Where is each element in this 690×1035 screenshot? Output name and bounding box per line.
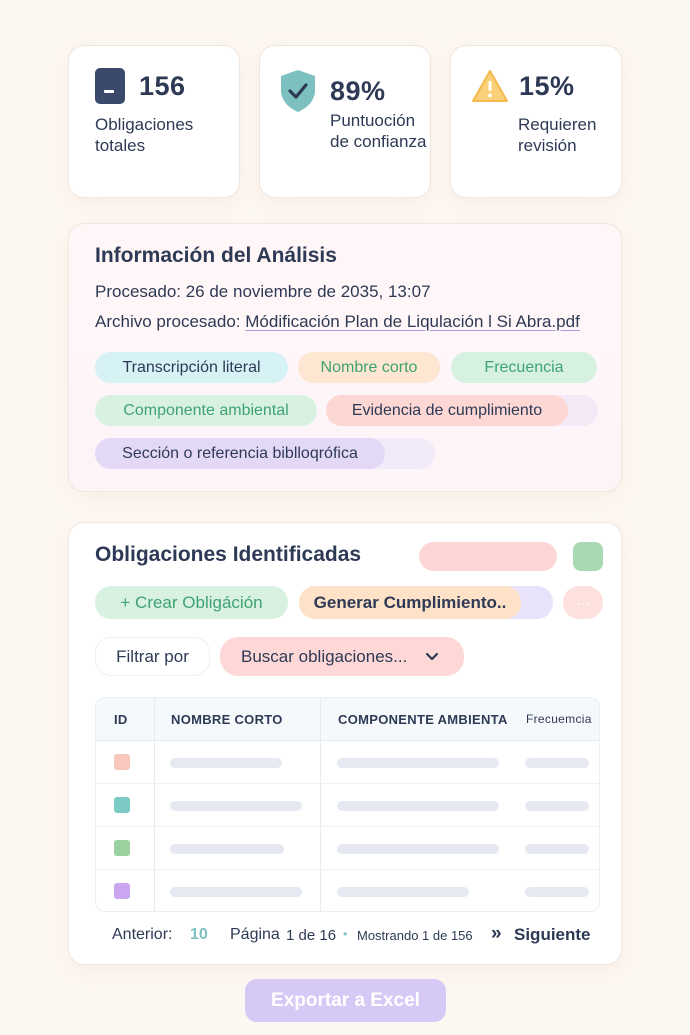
placeholder-bar — [337, 887, 469, 897]
chip-transcripcion-literal[interactable]: Transcripción literal — [95, 352, 288, 383]
col-frecuencia[interactable]: Frecuemcia — [526, 712, 592, 726]
stat-label: Obligaciones totales — [95, 115, 194, 155]
header-pill-placeholder[interactable] — [419, 542, 557, 571]
stat-label: Requieren revisión — [518, 115, 597, 155]
placeholder-bar — [170, 844, 284, 854]
prev-button[interactable]: Anterior: — [112, 926, 173, 943]
stat-card-confidence — [259, 45, 431, 198]
export-excel-button[interactable]: Exportar a Excel — [245, 979, 446, 1022]
per-page-value[interactable]: 10 — [190, 926, 208, 943]
placeholder-bar — [170, 801, 302, 811]
analysis-info-title: Información del Análisis — [95, 244, 337, 267]
pagination-dot: • — [343, 927, 348, 941]
stat-value: 15% — [519, 70, 575, 101]
pagination — [69, 921, 623, 951]
chip-componente-ambiental[interactable]: Componente ambiental — [95, 395, 317, 426]
obligations-title: Obligaciones Identificadas — [95, 543, 362, 566]
table-row[interactable] — [96, 827, 599, 870]
chevron-down-icon — [425, 652, 439, 662]
stat-value: 89% — [330, 75, 386, 106]
more-options-button[interactable]: ··· — [563, 586, 603, 619]
create-obligation-button[interactable]: + Crear Obligáción — [95, 586, 288, 619]
processed-file — [95, 312, 595, 332]
generate-compliance-button[interactable]: Generar Cumplimiento.. — [299, 586, 521, 619]
placeholder-bar — [170, 758, 282, 768]
processed-file-label: Archivo procesado: — [95, 312, 246, 331]
page-label: Página — [230, 926, 280, 943]
search-dropdown-label: Buscar obligaciones... — [241, 646, 408, 666]
col-componente[interactable]: COMPONENTE AMBIENTA — [338, 712, 508, 727]
chip-nombre-corto[interactable]: Nombre corto — [298, 352, 440, 383]
placeholder-bar — [525, 844, 589, 854]
next-arrow-icon[interactable]: » — [491, 923, 502, 944]
placeholder-bar — [525, 801, 589, 811]
row-color-swatch — [114, 840, 130, 856]
obligations-table — [95, 697, 600, 912]
placeholder-bar — [337, 758, 499, 768]
filter-by-button[interactable]: Filtrar por — [95, 637, 210, 676]
search-dropdown[interactable] — [220, 637, 464, 676]
stat-value: 156 — [139, 70, 186, 101]
document-icon — [95, 68, 125, 104]
table-header — [96, 698, 599, 741]
placeholder-bar — [337, 844, 499, 854]
analysis-info-card — [68, 223, 622, 492]
placeholder-bar — [525, 758, 589, 768]
table-row[interactable] — [96, 741, 599, 784]
placeholder-bar — [337, 801, 499, 811]
table-row[interactable] — [96, 784, 599, 827]
showing-count: Mostrando 1 de 156 — [357, 928, 473, 943]
chip-evidencia-cumplimiento[interactable]: Evidencia de cumplimiento — [326, 395, 568, 426]
warning-icon — [471, 68, 509, 104]
header-square-button[interactable] — [573, 542, 603, 571]
obligations-card — [68, 522, 622, 965]
row-color-swatch — [114, 754, 130, 770]
col-id[interactable]: ID — [114, 712, 128, 727]
row-color-swatch — [114, 797, 130, 813]
chip-frecuencia[interactable]: Frecuencia — [451, 352, 597, 383]
stat-card-total — [68, 45, 240, 198]
stat-label: Puntuoción de confianza — [330, 111, 427, 151]
placeholder-bar — [525, 887, 589, 897]
processed-file-link[interactable]: Módificación Plan de Liqulación l Si Abra.pdf — [245, 312, 580, 331]
stat-card-review — [450, 45, 622, 198]
shield-check-icon — [278, 68, 318, 114]
col-nombre-corto[interactable]: NOMBRE CORTO — [171, 712, 283, 727]
chip-seccion-referencia[interactable]: Sección o referencia biblloqrófica — [95, 438, 385, 469]
row-color-swatch — [114, 883, 130, 899]
table-row[interactable] — [96, 870, 599, 912]
next-button[interactable]: Siguiente — [514, 925, 591, 944]
processed-date: Procesado: 26 de noviembre de 2035, 13:07 — [95, 282, 431, 301]
placeholder-bar — [170, 887, 302, 897]
page-indicator: 1 de 16 — [286, 927, 337, 944]
